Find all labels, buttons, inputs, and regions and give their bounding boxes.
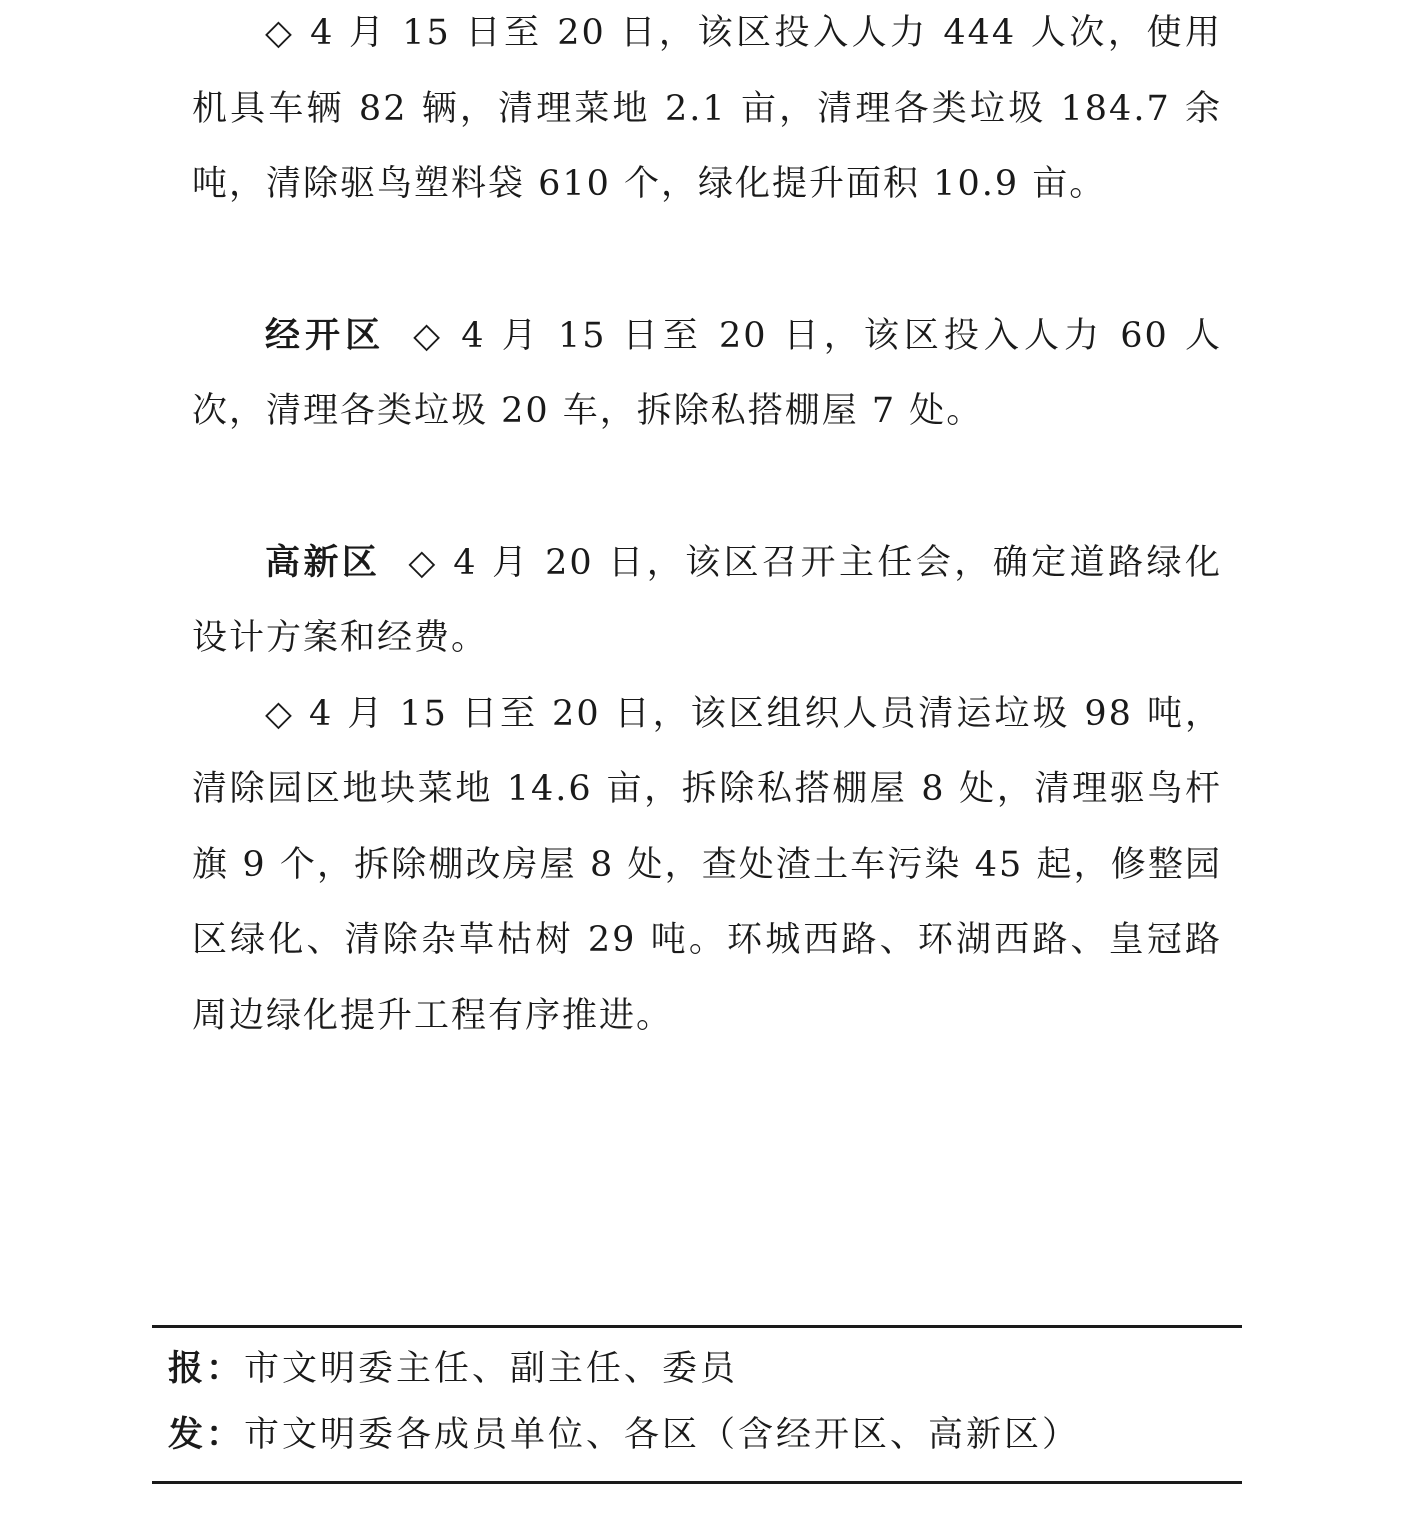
distribution-send-line [168, 1413, 1228, 1457]
footer-divider-bottom [152, 1481, 1242, 1484]
send-recipients: 市文明委各成员单位、各区（含经开区、高新区） [244, 1415, 1081, 1455]
paragraph-jingkai [192, 299, 1222, 450]
document-body [192, 0, 1222, 1054]
paragraph-gaoxin-cleanup [192, 677, 1222, 1055]
paragraph-text: ◇ 4 月 15 日至 20 日，该区投入人力 444 人次，使用机具车辆 82 辆，清理菜地 2.1 亩，清理各类垃圾 184.7 余吨，清除驱鸟塑料袋 610 个，绿化提升面积 10.9 亩。 [192, 13, 1222, 204]
paragraph-district-update [192, 0, 1222, 223]
region-heading-jingkai: 经开区 [265, 315, 386, 356]
paragraph-text: ◇ 4 月 15 日至 20 日，该区组织人员清运垃圾 98 吨，清除园区地块菜地 14.6 亩，拆除私搭棚屋 8 处，清理驱鸟杆旗 9 个，拆除棚改房屋 8 处，查处渣土车污染 45 起，修整园区绿化、清除杂草枯树 29 吨。环城西路、环湖西路、皇冠路周边绿化提升工程有序推进。 [192, 693, 1222, 1036]
report-label: 报： [168, 1349, 245, 1389]
paragraph-gaoxin-meeting [192, 526, 1222, 677]
paragraph-text: ◇ 4 月 15 日至 20 日，该区投入人力 60 人次，清理各类垃圾 20 车，拆除私搭棚屋 7 处。 [192, 315, 1222, 431]
report-recipients: 市文明委主任、副主任、委员 [244, 1349, 739, 1389]
send-label: 发： [168, 1415, 245, 1455]
distribution-report-line [168, 1347, 1228, 1391]
footer-divider-top [152, 1325, 1242, 1328]
paragraph-text: ◇ 4 月 20 日，该区召开主任会，确定道路绿化设计方案和经费。 [192, 542, 1222, 658]
region-heading-gaoxin: 高新区 [265, 542, 381, 583]
